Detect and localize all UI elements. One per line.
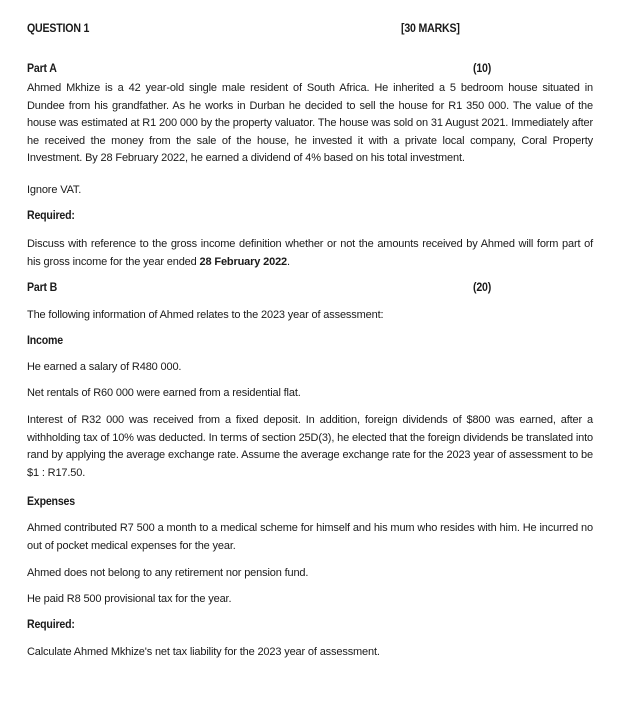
expenses-heading: Expenses (27, 496, 75, 508)
expenses-provisional: He paid R8 500 provisional tax for the year. (27, 593, 232, 605)
part-a-required-label: Required: (27, 210, 75, 222)
part-a-required-text (27, 236, 593, 271)
expenses-retirement: Ahmed does not belong to any retirement nor pension fund. (27, 567, 309, 579)
part-a-title: Part A (27, 63, 57, 75)
part-b-intro: The following information of Ahmed relates to the 2023 year of assessment: (27, 309, 384, 321)
part-b-title: Part B (27, 282, 58, 294)
part-a-note: Ignore VAT. (27, 184, 82, 196)
part-b-marks: (20) (473, 282, 492, 294)
question-marks: [30 MARKS] (401, 23, 460, 35)
part-a-required-body: Discuss with reference to the gross income definition whether or not the amounts received by Ahmed will form part of his gross income for the year ended (27, 238, 593, 268)
part-a-scenario: Ahmed Mkhize is a 42 year-old single male resident of South Africa. He inherited a 5 bedroom house situated in Dundee from his grandfather. As he works in Durban he decided to sell the house for R1 350 000. The value of the house was estimated at R1 200 000 by the property valuator. The house was sold on 31 August 2021. Immediately after he received the money from the sale of the house, he invested it with a private local company, Coral Property Investment. By 28 February 2022, he earned a dividend of 4% based on his total investment. (27, 82, 593, 164)
part-b-required-label: Required: (27, 619, 75, 631)
question-title: QUESTION 1 (27, 23, 90, 35)
income-interest: Interest of R32 000 was received from a fixed deposit. In addition, foreign dividends of $800 was earned, after a withholding tax of 10% was deducted. In terms of section 25D(3), he elected that the foreign dividends be translated into rand by applying the average exchange rate. Assume the average exchange rate for the 2023 year of assessment to be $1 : R17.50. (27, 414, 593, 479)
part-a-required-end: . (287, 255, 290, 268)
income-salary: He earned a salary of R480 000. (27, 361, 182, 373)
income-rentals: Net rentals of R60 000 were earned from a residential flat. (27, 387, 301, 399)
expenses-medical: Ahmed contributed R7 500 a month to a medical scheme for himself and his mum who resides with him. He incurred no out of pocket medical expenses for the year. (27, 522, 593, 552)
part-a-marks: (10) (473, 63, 492, 75)
income-heading: Income (27, 335, 63, 347)
part-a-required-date: 28 February 2022 (199, 255, 288, 268)
part-b-required-text: Calculate Ahmed Mkhize's net tax liability for the 2023 year of assessment. (27, 646, 380, 658)
